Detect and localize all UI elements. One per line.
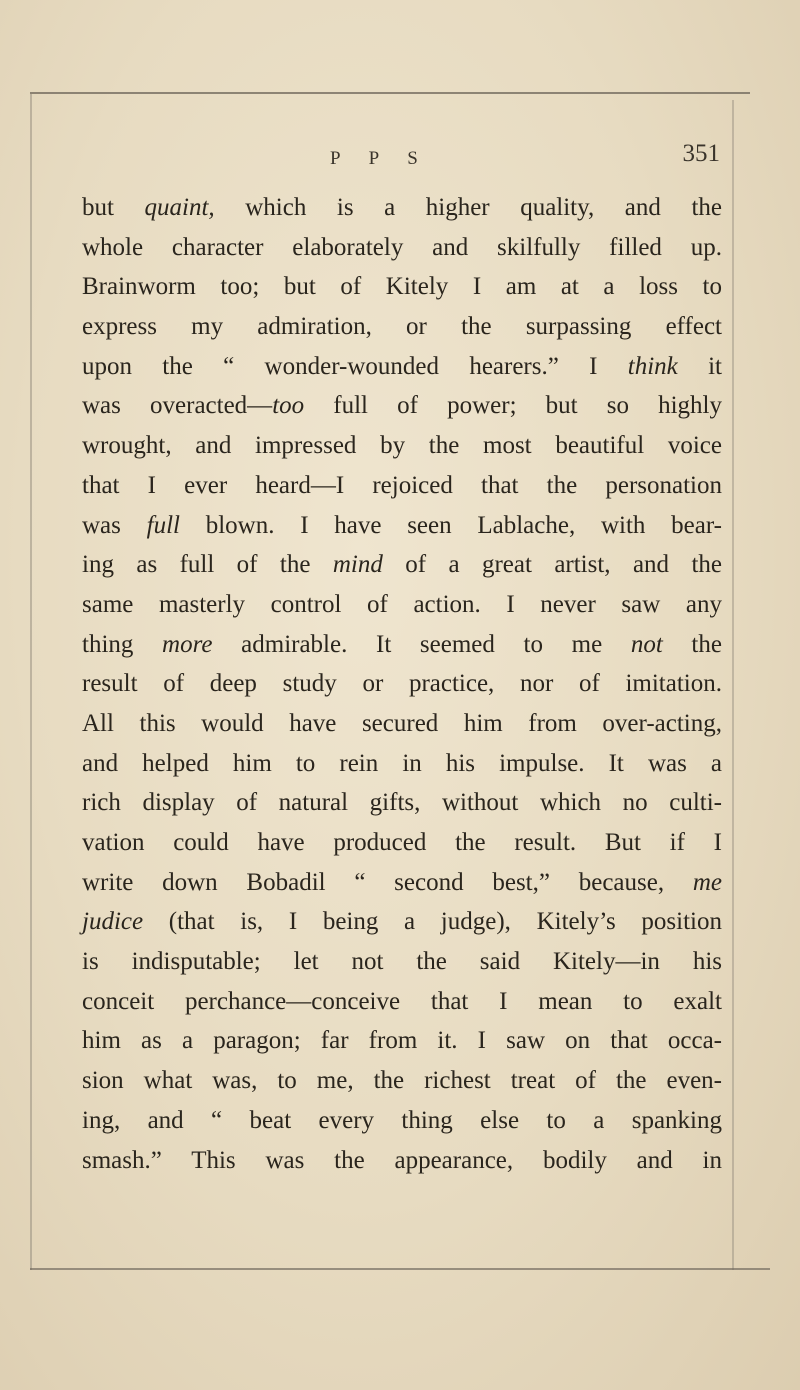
text-run: (that is, I being a judge), Kitely’s position <box>143 908 722 936</box>
text-run: sion what was, to me, the richest treat of the even- <box>82 1067 722 1095</box>
text-run: is indisputable; let not the said Kitely—in his <box>82 948 722 976</box>
italic-run: quaint, <box>144 194 215 221</box>
running-title: P P S <box>330 148 430 169</box>
text-line <box>82 982 722 1022</box>
page-number: 351 <box>682 140 720 167</box>
running-head <box>80 140 720 180</box>
text-line <box>82 942 722 982</box>
text-run: admirable. It seemed to me <box>212 630 631 658</box>
text-line <box>82 1061 722 1101</box>
text-run: but <box>82 194 145 221</box>
text-line <box>82 188 722 228</box>
text-run: wrought, and impressed by the most beautiful voice <box>82 432 722 460</box>
page-top-rule <box>30 92 750 94</box>
text-run: was <box>82 511 147 539</box>
body-text <box>82 188 722 1180</box>
page-right-edge <box>732 100 734 1270</box>
text-run: Brainworm too; but of Kitely I am at a loss to <box>82 273 722 301</box>
text-run: conceit perchance—conceive that I mean to exalt <box>82 987 722 1015</box>
text-line <box>82 783 722 823</box>
text-line <box>82 664 722 704</box>
page-left-edge <box>30 94 32 1270</box>
italic-run: mind <box>332 551 383 579</box>
text-run: of a great artist, and the <box>382 551 722 579</box>
text-line <box>82 545 722 585</box>
text-run: blown. I have seen Lablache, with bear- <box>179 511 722 539</box>
text-line <box>82 1021 722 1061</box>
text-line <box>82 863 722 903</box>
text-run: All this would have secured him from over-acting, <box>82 709 722 737</box>
text-run: him as a paragon; far from it. I saw on that occa- <box>82 1027 722 1055</box>
text-line <box>82 1141 722 1181</box>
text-run: upon the “ wonder-wounded hearers.” I <box>82 352 628 380</box>
text-line <box>82 704 722 744</box>
text-run: result of deep study or practice, nor of imitation. <box>82 670 722 698</box>
text-line <box>82 307 722 347</box>
text-run: thing <box>82 630 163 658</box>
text-run: which is a higher quality, and the <box>214 194 723 221</box>
page-bottom-rule <box>30 1268 770 1270</box>
text-line <box>82 744 722 784</box>
text-run: and helped him to rein in his impulse. It was a <box>82 749 722 777</box>
italic-run: judice <box>82 908 144 936</box>
text-run: that I ever heard—I rejoiced that the personation <box>82 471 722 499</box>
text-line <box>82 585 722 625</box>
text-line <box>82 506 722 546</box>
text-run: ing, and “ beat every thing else to a spanking <box>82 1106 722 1134</box>
text-run: was overacted— <box>82 392 273 420</box>
text-line <box>82 267 722 307</box>
text-run: it <box>677 352 722 380</box>
italic-run: too <box>272 392 305 420</box>
text-run: express my admiration, or the surpassing effect <box>82 313 722 341</box>
italic-run: more <box>162 630 213 658</box>
text-run: smash.” This was the appearance, bodily and in <box>82 1146 722 1174</box>
italic-run: think <box>627 352 678 380</box>
text-line <box>82 902 722 942</box>
text-run: same masterly control of action. I never saw any <box>82 590 722 618</box>
text-line <box>82 386 722 426</box>
text-run: whole character elaborately and skilfully filled up. <box>82 233 722 261</box>
text-line <box>82 625 722 665</box>
italic-run: me <box>692 868 722 896</box>
italic-run: full <box>146 511 180 539</box>
text-run: write down Bobadil “ second best,” because, <box>82 868 693 896</box>
text-line <box>82 1101 722 1141</box>
text-run: full of power; but so highly <box>304 392 723 420</box>
text-run: the <box>662 630 722 658</box>
text-run: rich display of natural gifts, without which no culti- <box>82 789 722 817</box>
text-line <box>82 426 722 466</box>
text-line <box>82 228 722 268</box>
text-run: ing as full of the <box>82 551 333 579</box>
text-line <box>82 466 722 506</box>
text-run: vation could have produced the result. But if I <box>82 829 722 856</box>
text-line <box>82 347 722 387</box>
italic-run: not <box>630 630 663 658</box>
text-line <box>82 823 722 863</box>
